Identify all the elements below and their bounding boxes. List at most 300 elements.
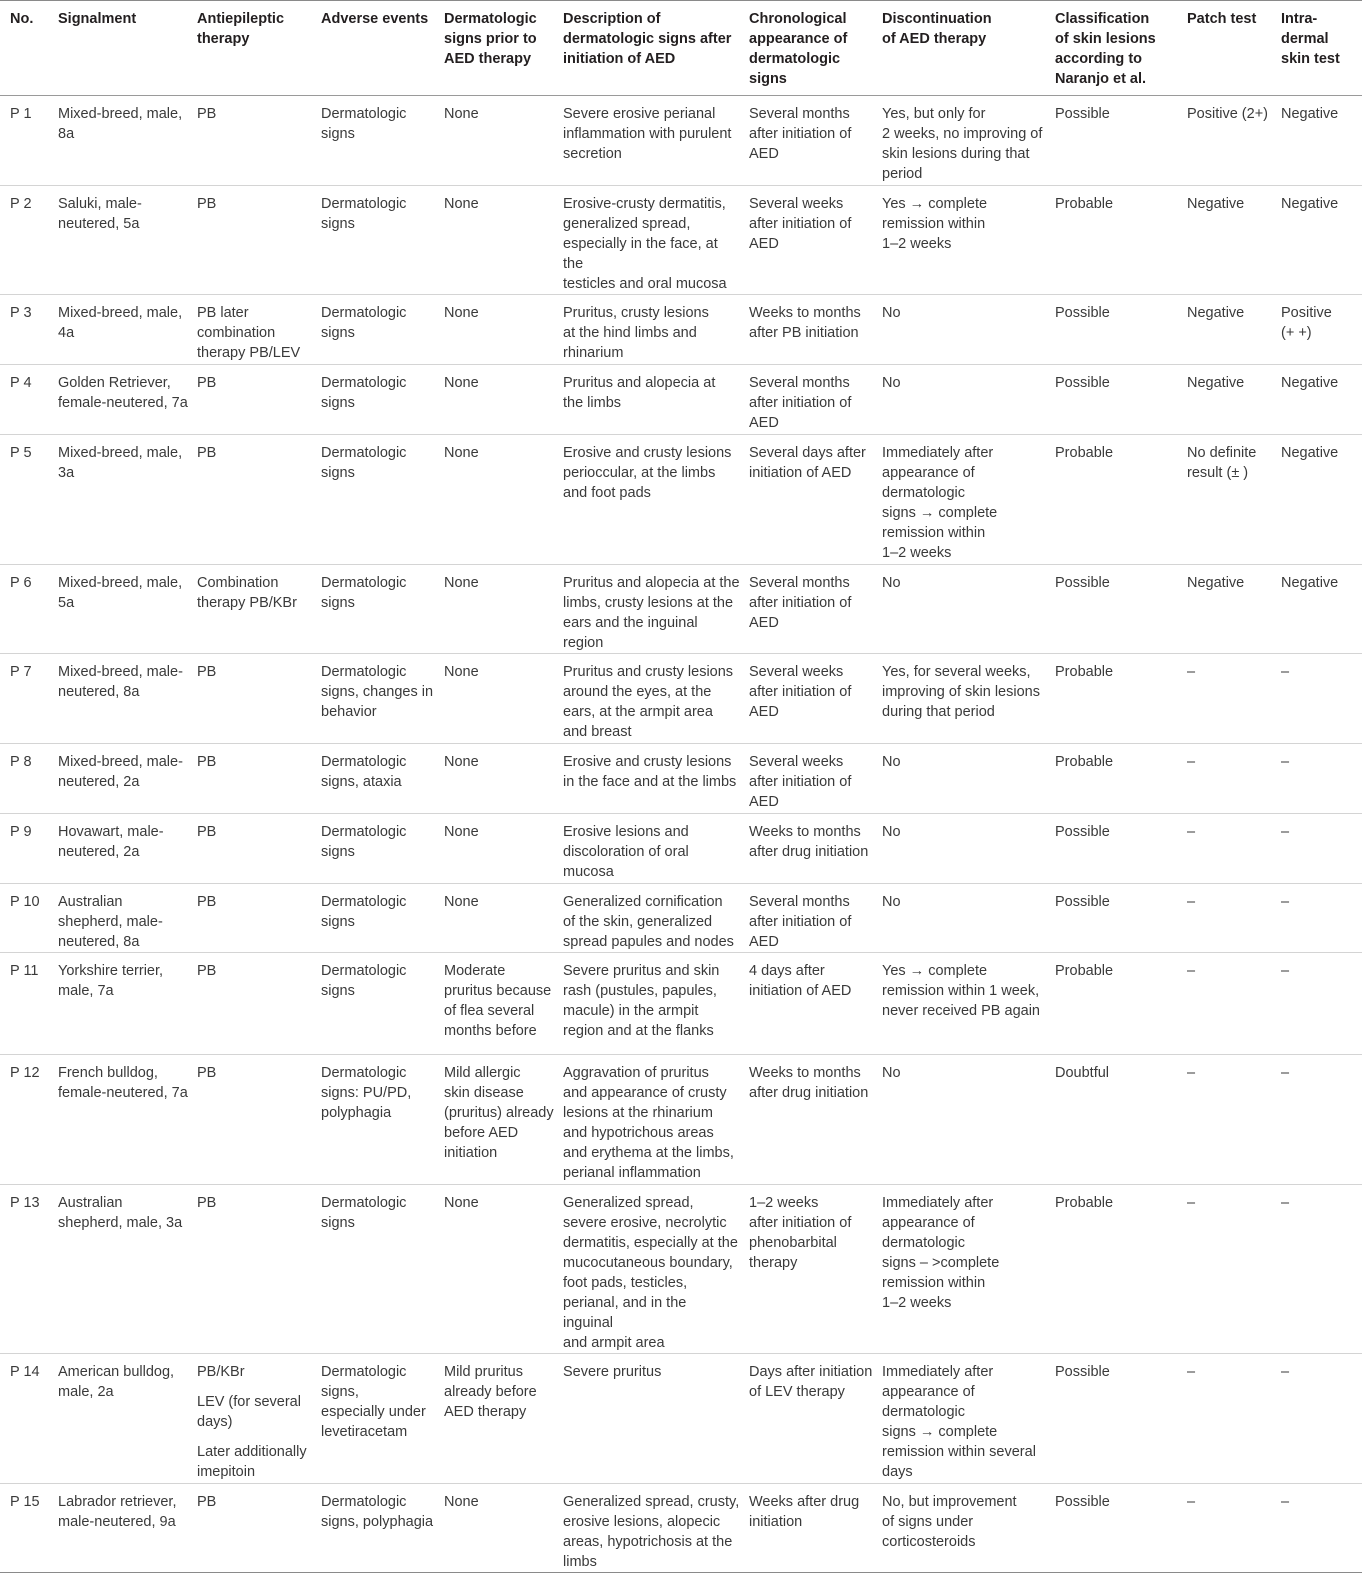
header-label: No. (10, 11, 34, 27)
cell-text: – (1281, 1364, 1290, 1380)
classification-cell (1049, 186, 1181, 295)
cell-text: P 2 (10, 196, 32, 212)
adverse-events-cell (315, 435, 438, 565)
signalment-cell (52, 1185, 191, 1354)
cell-text: – (1281, 894, 1290, 910)
cell-text: Positive (2+) (1187, 106, 1268, 122)
adverse-events-cell (315, 96, 438, 186)
prior-signs-cell (438, 1185, 557, 1354)
therapy-cell (191, 884, 315, 953)
cell-text: PB (197, 196, 217, 212)
chronological-cell (743, 1354, 876, 1484)
cell-text: Mixed-breed, male- neutered, 8a (58, 664, 183, 700)
intradermal-test-cell (1275, 96, 1362, 186)
chronological-cell (743, 1055, 876, 1185)
case-number (0, 1055, 52, 1185)
patch-test-cell (1181, 953, 1275, 1055)
cell-text: Dermatologic signs (321, 445, 407, 481)
table-row (0, 1354, 1362, 1484)
description-cell (557, 1484, 743, 1573)
table-row (0, 744, 1362, 814)
cell-text: Negative (1281, 575, 1339, 591)
prior-signs-cell (438, 1055, 557, 1185)
discontinuation-cell (876, 1484, 1049, 1573)
cell-text: None (444, 754, 479, 770)
cell-text: Dermatologic signs: PU/PD, polyphagia (321, 1065, 412, 1121)
cell-text: Yorkshire terrier, male, 7a (58, 963, 164, 999)
cell-text: Negative (1281, 445, 1339, 461)
description-cell (557, 884, 743, 953)
header-label: Signalment (58, 11, 137, 27)
cell-text: Mild allergic skin disease (pruritus) already before AED initiation (444, 1065, 554, 1161)
description-cell (557, 814, 743, 884)
cell-text: Weeks to months after drug initiation (749, 824, 869, 860)
cell-text: 4 days after initiation of AED (749, 963, 852, 999)
cell-text: Pruritus and alopecia at the limbs, crusty lesions at the ears and the inguinal region (563, 575, 740, 651)
description-cell (557, 365, 743, 435)
adverse-events-cell (315, 1484, 438, 1573)
discontinuation-cell (876, 953, 1049, 1055)
description-cell (557, 654, 743, 744)
cell-text: Dermatologic signs, especially under levetiracetam (321, 1364, 426, 1440)
case-number (0, 435, 52, 565)
signalment-cell (52, 365, 191, 435)
prior-signs-cell (438, 744, 557, 814)
case-number (0, 884, 52, 953)
cell-text: PB (197, 824, 217, 840)
prior-signs-cell (438, 1484, 557, 1573)
therapy-cell (191, 1354, 315, 1484)
prior-signs-cell (438, 814, 557, 884)
patch-test-cell (1181, 884, 1275, 953)
cell-text: P 4 (10, 375, 32, 391)
cell-text: PB (197, 1195, 217, 1211)
intradermal-test-cell (1275, 654, 1362, 744)
discontinuation-cell (876, 654, 1049, 744)
therapy-cell (191, 435, 315, 565)
therapy-cell (191, 365, 315, 435)
col-header-intradermal-test (1275, 1, 1362, 96)
table-body (0, 96, 1362, 1573)
cell-text: Possible (1055, 1364, 1110, 1380)
cell-text: P 9 (10, 824, 32, 840)
classification-cell (1049, 1484, 1181, 1573)
cell-text: Possible (1055, 106, 1110, 122)
cell-text: Probable (1055, 664, 1114, 680)
case-number (0, 186, 52, 295)
patch-test-cell (1181, 1354, 1275, 1484)
case-number (0, 1484, 52, 1573)
classification-cell (1049, 96, 1181, 186)
cell-text: P 10 (10, 894, 40, 910)
cell-text: Mixed-breed, male, 8a (58, 106, 183, 142)
description-cell (557, 1185, 743, 1354)
col-header-discontinuation (876, 1, 1049, 96)
therapy-cell (191, 295, 315, 365)
prior-signs-cell (438, 435, 557, 565)
classification-cell (1049, 295, 1181, 365)
intradermal-test-cell (1275, 565, 1362, 654)
cell-text: Dermatologic signs (321, 963, 407, 999)
cell-text: Weeks to months after PB initiation (749, 305, 861, 341)
adverse-events-cell (315, 814, 438, 884)
col-header-signalment (52, 1, 191, 96)
cell-text-extra: Later additionally imepitoin (197, 1444, 307, 1480)
discontinuation-cell (876, 295, 1049, 365)
classification-cell (1049, 814, 1181, 884)
cell-text: – (1187, 754, 1196, 770)
cell-text: Labrador retriever, male-neutered, 9a (58, 1494, 177, 1530)
chronological-cell (743, 96, 876, 186)
header-label: Adverse events (321, 11, 429, 27)
chronological-cell (743, 654, 876, 744)
cell-text: – (1281, 1065, 1290, 1081)
cell-text: None (444, 664, 479, 680)
cell-text: None (444, 305, 479, 321)
description-cell (557, 96, 743, 186)
header-label: Dermatologic signs prior to AED therapy (444, 11, 537, 67)
patch-test-cell (1181, 565, 1275, 654)
signalment-cell (52, 884, 191, 953)
cell-text: Dermatologic signs (321, 106, 407, 142)
cell-text: PB (197, 754, 217, 770)
header-label: Intra- dermal skin test (1281, 11, 1340, 67)
cell-text: Probable (1055, 754, 1114, 770)
description-cell (557, 1055, 743, 1185)
cell-text: Australian shepherd, male, 3a (58, 1195, 183, 1231)
case-number (0, 295, 52, 365)
cell-text: No (882, 375, 901, 391)
chronological-cell (743, 814, 876, 884)
discontinuation-cell (876, 365, 1049, 435)
patch-test-cell (1181, 654, 1275, 744)
therapy-cell (191, 953, 315, 1055)
patch-test-cell (1181, 186, 1275, 295)
col-header-patch-test (1181, 1, 1275, 96)
classification-cell (1049, 1185, 1181, 1354)
therapy-cell (191, 814, 315, 884)
cell-text: Erosive and crusty lesions perioccular, at the limbs and foot pads (563, 445, 732, 501)
chronological-cell (743, 186, 876, 295)
table-row (0, 565, 1362, 654)
cell-text: Days after initiation of LEV therapy (749, 1364, 873, 1400)
cell-text: Generalized spread, crusty, erosive lesions, alopecic areas, hypotrichosis at the limbs (563, 1494, 740, 1570)
signalment-cell (52, 1055, 191, 1185)
therapy-cell (191, 565, 315, 654)
cell-text: None (444, 894, 479, 910)
cell-text: Possible (1055, 575, 1110, 591)
therapy-cell (191, 654, 315, 744)
intradermal-test-cell (1275, 186, 1362, 295)
discontinuation-cell (876, 1354, 1049, 1484)
cell-text: Several weeks after initiation of AED (749, 664, 852, 720)
intradermal-test-cell (1275, 953, 1362, 1055)
cell-text: Immediately after appearance of dermatologic signs – >complete remission within 1–2 weeks (882, 1195, 1000, 1311)
cell-text: Aggravation of pruritus and appearance of crusty lesions at the rhinarium and hypotrichous areas and erythema at the limbs, perianal inflammation (563, 1065, 734, 1181)
cell-text: P 8 (10, 754, 32, 770)
classification-cell (1049, 654, 1181, 744)
cell-text: Pruritus and alopecia at the limbs (563, 375, 716, 411)
cell-text: Saluki, male- neutered, 5a (58, 196, 142, 232)
cell-text: PB later combination therapy PB/LEV (197, 305, 301, 361)
signalment-cell (52, 565, 191, 654)
cell-text: PB (197, 445, 217, 461)
classification-cell (1049, 744, 1181, 814)
case-number (0, 565, 52, 654)
cell-text: Dermatologic signs, ataxia (321, 754, 407, 790)
intradermal-test-cell (1275, 744, 1362, 814)
cell-text-extra: LEV (for several days) (197, 1394, 301, 1430)
cell-text: No (882, 754, 901, 770)
cell-text: Generalized cornification of the skin, generalized spread papules and nodes (563, 894, 734, 950)
cell-text: – (1187, 963, 1196, 979)
prior-signs-cell (438, 884, 557, 953)
cell-text: No (882, 1065, 901, 1081)
patch-test-cell (1181, 365, 1275, 435)
col-header-chronological (743, 1, 876, 96)
cell-text: Moderate pruritus because of flea several months before (444, 963, 552, 1039)
cell-text: PB (197, 1494, 217, 1510)
discontinuation-cell (876, 884, 1049, 953)
cell-text: No (882, 894, 901, 910)
header-label: Patch test (1187, 11, 1257, 27)
cell-text: P 14 (10, 1364, 40, 1380)
col-header-classification (1049, 1, 1181, 96)
table-row (0, 1185, 1362, 1354)
cell-text: None (444, 575, 479, 591)
cell-text: Combination therapy PB/KBr (197, 575, 297, 611)
intradermal-test-cell (1275, 1185, 1362, 1354)
cell-text: Probable (1055, 963, 1114, 979)
col-header-no (0, 1, 52, 96)
cell-text: Several weeks after initiation of AED (749, 754, 852, 810)
cell-text: Several months after initiation of AED (749, 894, 852, 950)
classification-cell (1049, 365, 1181, 435)
cell-text: – (1187, 824, 1196, 840)
discontinuation-cell (876, 435, 1049, 565)
cell-text: Immediately after appearance of dermatologic signs → complete remission within 1–2 weeks (882, 445, 998, 561)
cell-text: P 1 (10, 106, 32, 122)
cell-text: Negative (1187, 375, 1245, 391)
cell-text: Possible (1055, 375, 1110, 391)
case-number (0, 1185, 52, 1354)
signalment-cell (52, 953, 191, 1055)
adverse-events-cell (315, 1354, 438, 1484)
cell-text: Hovawart, male- neutered, 2a (58, 824, 164, 860)
table-row (0, 953, 1362, 1055)
therapy-cell (191, 186, 315, 295)
cell-text: 1–2 weeks after initiation of phenobarbital therapy (749, 1195, 852, 1271)
cell-text: – (1187, 894, 1196, 910)
cell-text: Possible (1055, 894, 1110, 910)
cell-text: PB (197, 375, 217, 391)
cell-text: Mixed-breed, male- neutered, 2a (58, 754, 183, 790)
cell-text: Mixed-breed, male, 4a (58, 305, 183, 341)
patch-test-cell (1181, 435, 1275, 565)
chronological-cell (743, 1185, 876, 1354)
cell-text: – (1281, 1195, 1290, 1211)
adverse-events-cell (315, 565, 438, 654)
col-header-description (557, 1, 743, 96)
cell-text: Weeks to months after drug initiation (749, 1065, 869, 1101)
cell-text: – (1187, 1195, 1196, 1211)
case-number (0, 365, 52, 435)
cell-text: – (1281, 664, 1290, 680)
case-number (0, 814, 52, 884)
cell-text: Several days after initiation of AED (749, 445, 866, 481)
cell-text: P 11 (10, 963, 39, 979)
case-number (0, 744, 52, 814)
cell-text: PB (197, 963, 217, 979)
description-cell (557, 186, 743, 295)
cell-text: Erosive and crusty lesions in the face and at the limbs (563, 754, 737, 790)
prior-signs-cell (438, 295, 557, 365)
table-row (0, 1055, 1362, 1185)
intradermal-test-cell (1275, 814, 1362, 884)
cell-text: None (444, 1195, 479, 1211)
cell-text: Several months after initiation of AED (749, 106, 852, 162)
table-row (0, 435, 1362, 565)
patch-test-cell (1181, 96, 1275, 186)
cell-text: Dermatologic signs (321, 824, 407, 860)
cell-text: P 7 (10, 664, 32, 680)
therapy-cell (191, 744, 315, 814)
cell-text: Probable (1055, 196, 1114, 212)
chronological-cell (743, 365, 876, 435)
table-row (0, 295, 1362, 365)
cell-text: Pruritus, crusty lesions at the hind limbs and rhinarium (563, 305, 709, 361)
intradermal-test-cell (1275, 884, 1362, 953)
cell-text: Yes → complete remission within 1–2 weeks (882, 196, 988, 252)
adverse-events-cell (315, 365, 438, 435)
cell-text: – (1281, 1494, 1290, 1510)
cell-text: Negative (1187, 196, 1245, 212)
cell-text: – (1187, 664, 1196, 680)
cell-text: Negative (1281, 375, 1339, 391)
cell-text: PB (197, 1065, 217, 1081)
prior-signs-cell (438, 565, 557, 654)
cell-text: No definite result (± ) (1187, 445, 1257, 481)
cell-text: Dermatologic signs, polyphagia (321, 1494, 434, 1530)
header-label: Antiepileptic therapy (197, 11, 285, 47)
adverse-events-cell (315, 1185, 438, 1354)
cell-text: Mixed-breed, male, 3a (58, 445, 183, 481)
cell-text: PB (197, 664, 217, 680)
prior-signs-cell (438, 953, 557, 1055)
cell-text: None (444, 196, 479, 212)
prior-signs-cell (438, 654, 557, 744)
chronological-cell (743, 435, 876, 565)
cell-text: PB (197, 106, 217, 122)
table-row (0, 96, 1362, 186)
col-header-adverse-events (315, 1, 438, 96)
chronological-cell (743, 295, 876, 365)
cell-text: – (1281, 824, 1290, 840)
cell-text: American bulldog, male, 2a (58, 1364, 175, 1400)
adverse-events-cell (315, 654, 438, 744)
chronological-cell (743, 1484, 876, 1573)
cell-text: No (882, 824, 901, 840)
cell-text: Dermatologic signs (321, 894, 407, 930)
discontinuation-cell (876, 565, 1049, 654)
cell-text: P 6 (10, 575, 32, 591)
cell-text: No (882, 575, 901, 591)
therapy-cell (191, 1055, 315, 1185)
cell-text: Golden Retriever, female-neutered, 7a (58, 375, 188, 411)
cell-text: Several weeks after initiation of AED (749, 196, 852, 252)
description-cell (557, 744, 743, 814)
cell-text: No, but improvement of signs under corticosteroids (882, 1494, 1017, 1550)
cell-text: P 3 (10, 305, 32, 321)
cell-text: Probable (1055, 1195, 1114, 1211)
signalment-cell (52, 654, 191, 744)
cell-text: Weeks after drug initiation (749, 1494, 860, 1530)
discontinuation-cell (876, 1185, 1049, 1354)
cell-text: None (444, 1494, 479, 1510)
cell-text: Dermatologic signs, changes in behavior (321, 664, 434, 720)
prior-signs-cell (438, 1354, 557, 1484)
table-row (0, 365, 1362, 435)
cell-text: Possible (1055, 1494, 1110, 1510)
prior-signs-cell (438, 96, 557, 186)
adverse-events-cell (315, 295, 438, 365)
header-row (0, 1, 1362, 96)
patch-test-cell (1181, 295, 1275, 365)
cell-text: Negative (1281, 106, 1339, 122)
patch-test-cell (1181, 814, 1275, 884)
cell-text: Generalized spread, severe erosive, necrolytic dermatitis, especially at the mucocutaneous boundary, foot pads, testicles, perianal, and in the inguinal and armpit area (563, 1195, 738, 1351)
description-cell (557, 295, 743, 365)
cell-text: None (444, 445, 479, 461)
table-row (0, 814, 1362, 884)
classification-cell (1049, 435, 1181, 565)
col-header-prior-signs (438, 1, 557, 96)
cell-text: P 5 (10, 445, 32, 461)
header-label: Description of dermatologic signs after initiation of AED (563, 11, 732, 67)
header-label: Chronological appearance of dermatologic signs (749, 11, 848, 87)
adverse-events-cell (315, 186, 438, 295)
signalment-cell (52, 814, 191, 884)
chronological-cell (743, 744, 876, 814)
cell-text: – (1281, 963, 1290, 979)
cell-text: PB (197, 894, 217, 910)
discontinuation-cell (876, 96, 1049, 186)
adverse-events-cell (315, 744, 438, 814)
cell-text: None (444, 824, 479, 840)
discontinuation-cell (876, 186, 1049, 295)
cell-text: – (1281, 754, 1290, 770)
cell-text: – (1187, 1494, 1196, 1510)
cell-text: Pruritus and crusty lesions around the eyes, at the ears, at the armpit area and breast (563, 664, 734, 740)
cell-text: Possible (1055, 824, 1110, 840)
cell-text: Erosive lesions and discoloration of oral mucosa (563, 824, 689, 880)
cell-text: Negative (1187, 305, 1245, 321)
therapy-cell (191, 1484, 315, 1573)
cell-text: Dermatologic signs (321, 1195, 407, 1231)
cell-text: Negative (1281, 196, 1339, 212)
discontinuation-cell (876, 1055, 1049, 1185)
cell-text: Immediately after appearance of dermatologic signs → complete remission within several days (882, 1364, 1036, 1480)
cell-text: Mixed-breed, male, 5a (58, 575, 183, 611)
signalment-cell (52, 744, 191, 814)
cell-text: Yes, for several weeks, improving of skin lesions during that period (882, 664, 1040, 720)
cell-text: Erosive-crusty dermatitis, generalized spread, especially in the face, at the testicles and oral mucosa (563, 196, 727, 292)
patch-test-cell (1181, 1185, 1275, 1354)
col-header-antiepileptic-therapy (191, 1, 315, 96)
cell-text: Several months after initiation of AED (749, 375, 852, 431)
case-number (0, 96, 52, 186)
chronological-cell (743, 565, 876, 654)
